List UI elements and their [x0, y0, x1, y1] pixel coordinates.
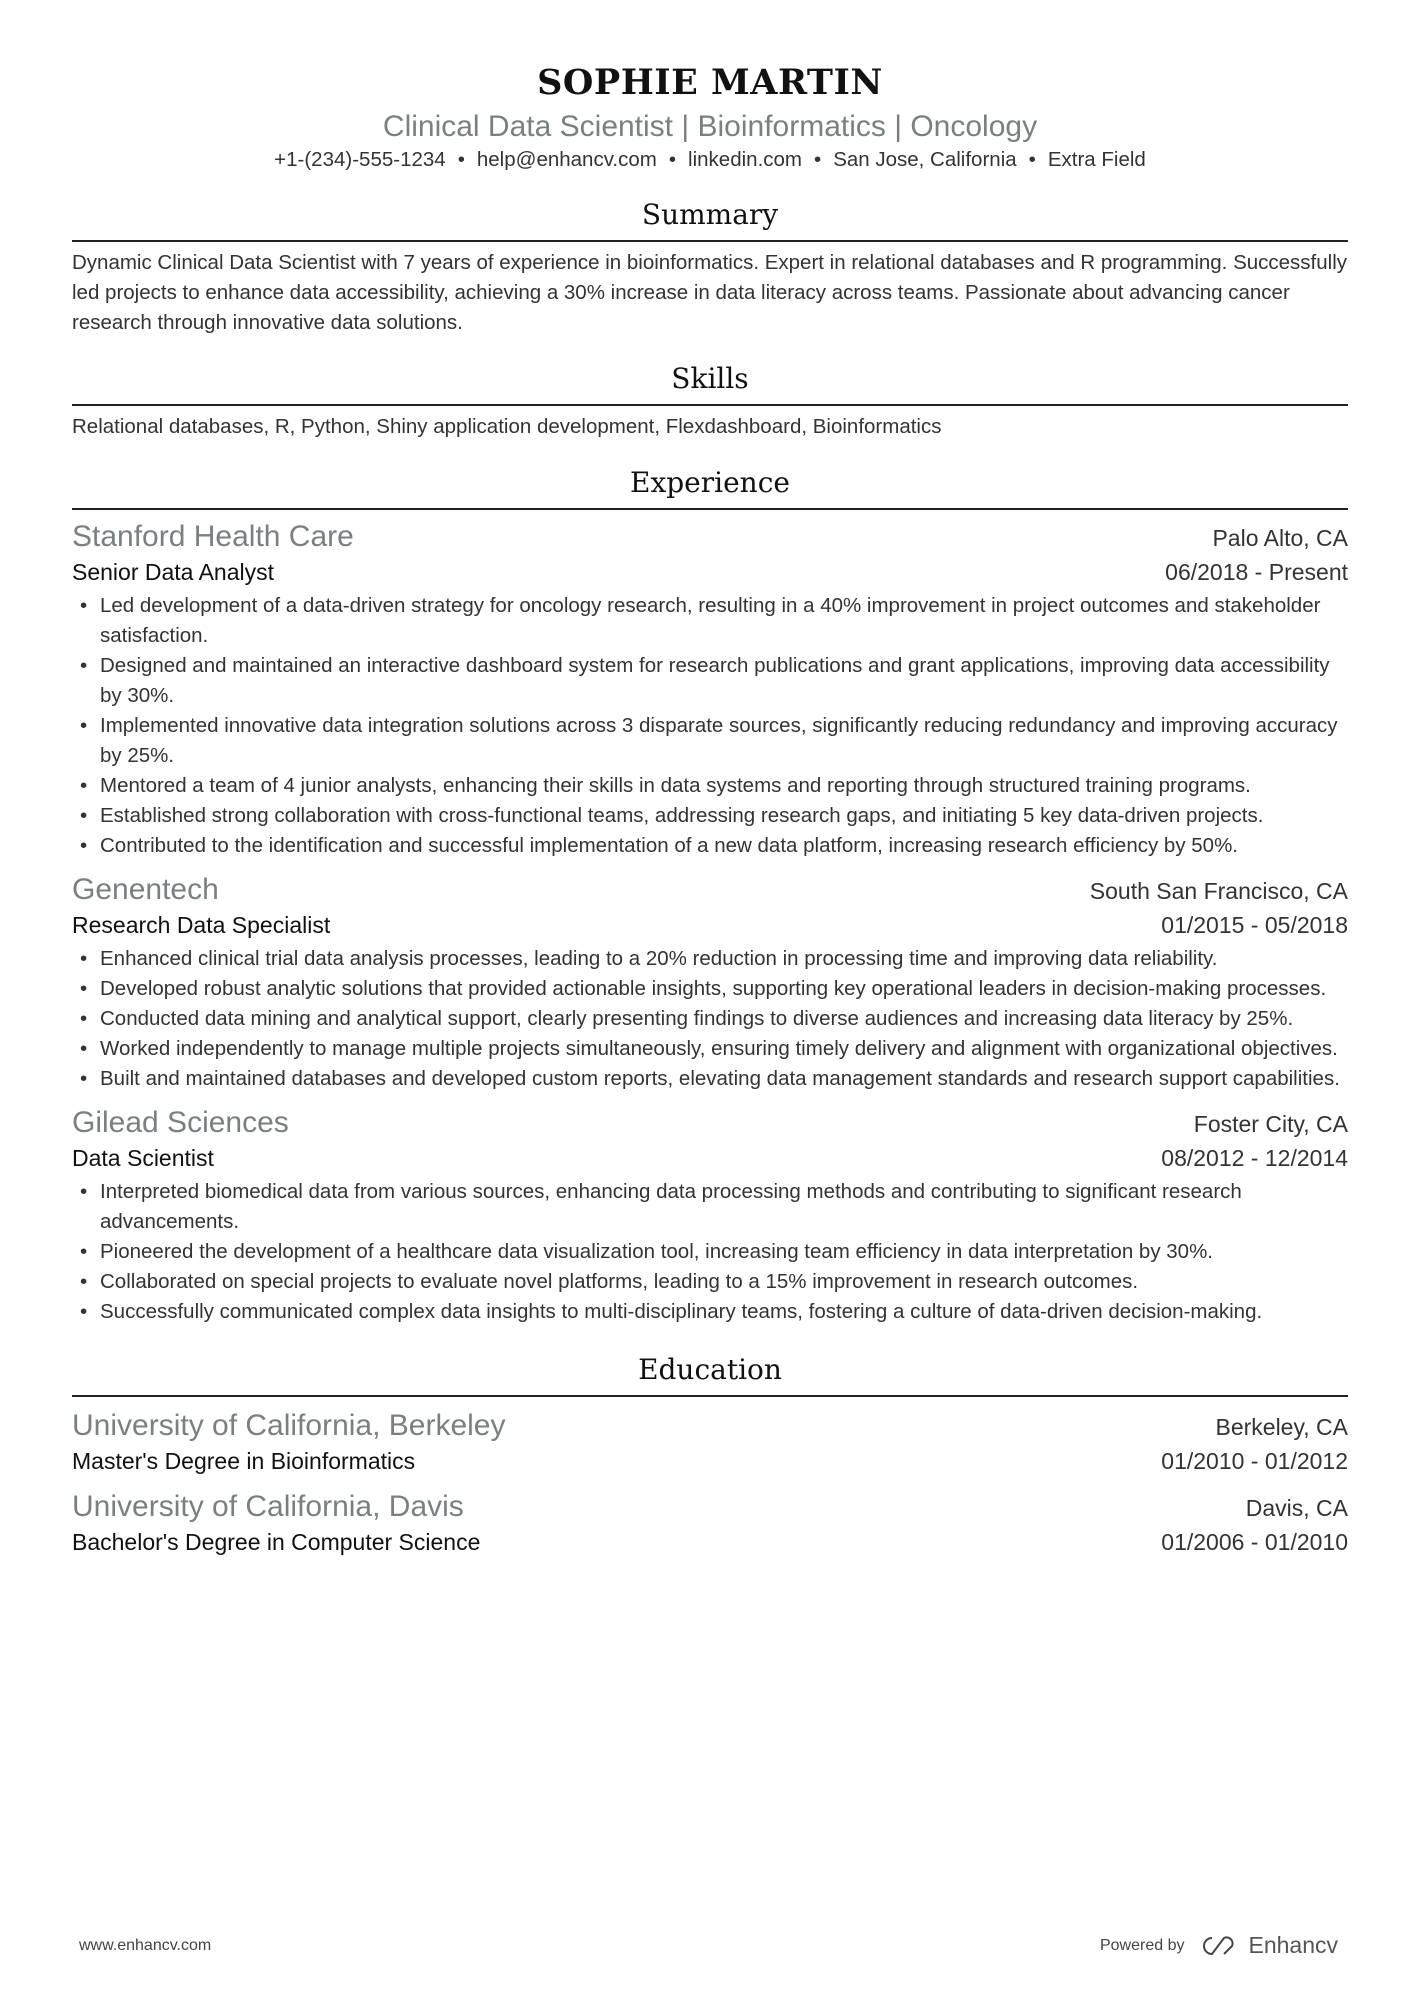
- candidate-title: Clinical Data Scientist | Bioinformatics | Oncology: [382, 110, 1038, 143]
- job-entry: [72, 871, 1348, 1094]
- job-location: Palo Alto, CA: [1212, 525, 1348, 551]
- contact-item: San Jose, California: [833, 148, 1017, 171]
- job-bullets: [72, 1177, 1348, 1327]
- education-heading: Education: [72, 1351, 1348, 1397]
- education-dates: 01/2010 - 01/2012: [1161, 1448, 1348, 1474]
- education-dates: 01/2006 - 01/2010: [1161, 1529, 1348, 1555]
- resume-page: [72, 60, 1348, 1559]
- company-name: Gilead Sciences: [72, 1106, 289, 1139]
- job-bullet: • Successfully communicated complex data insights to multi-disciplinary teams, fostering a culture of data-driven decision-making.: [72, 1297, 1348, 1327]
- job-entry: [72, 1104, 1348, 1327]
- contact-item: +1-(234)-555-1234: [274, 148, 446, 171]
- degree: Bachelor's Degree in Computer Science: [72, 1529, 481, 1555]
- separator-dot: •: [668, 148, 677, 171]
- job-entry: [72, 518, 1348, 861]
- powered-by-label: Powered by: [1099, 1936, 1185, 1954]
- job-role: Senior Data Analyst: [72, 559, 275, 585]
- job-bullet: • Designed and maintained an interactive dashboard system for research publications and grant applications, improving data accessibility by 30%.: [72, 651, 1348, 711]
- summary-heading: Summary: [72, 196, 1348, 242]
- enhancv-logo-icon: [1198, 1934, 1238, 1958]
- job-bullet: • Established strong collaboration with cross-functional teams, addressing research gaps, and initiating 5 key data-driven projects.: [72, 801, 1348, 831]
- contact-line: [72, 146, 1348, 174]
- job-dates: 08/2012 - 12/2014: [1161, 1145, 1348, 1171]
- job-bullet: • Collaborated on special projects to evaluate novel platforms, leading to a 15% improvement in research outcomes.: [72, 1267, 1348, 1297]
- job-bullet: • Implemented innovative data integration solutions across 3 disparate sources, significantly reducing redundancy and improving accuracy by 25%.: [72, 711, 1348, 771]
- candidate-name: SOPHIE MARTIN: [537, 62, 883, 103]
- company-name: Stanford Health Care: [72, 520, 354, 553]
- summary-text: Dynamic Clinical Data Scientist with 7 years of experience in bioinformatics. Expert in relational databases and R programming. Successfully led projects to enhance data accessibility, achieving a 30% increase in data literacy across teams. Passionate about advancing cancer research through innovative data solutions.: [72, 251, 1347, 334]
- job-role: Research Data Specialist: [72, 912, 331, 938]
- job-location: South San Francisco, CA: [1089, 878, 1348, 904]
- job-dates: 06/2018 - Present: [1165, 559, 1348, 585]
- experience-heading: Experience: [72, 464, 1348, 510]
- job-bullets: [72, 944, 1348, 1094]
- school-name: University of California, Davis: [72, 1490, 464, 1523]
- separator-dot: •: [814, 148, 822, 171]
- contact-item: Extra Field: [1047, 148, 1146, 171]
- job-role: Data Scientist: [72, 1145, 214, 1171]
- job-bullet: • Pioneered the development of a healthcare data visualization tool, increasing team efficiency in data interpretation by 30%.: [72, 1237, 1348, 1267]
- school-location: Davis, CA: [1245, 1495, 1348, 1521]
- enhancv-brand-text: Enhancv: [1248, 1932, 1338, 1958]
- footer: [79, 1932, 1338, 1959]
- skills-text: Relational databases, R, Python, Shiny application development, Flexdashboard, Bioinformatics: [72, 415, 942, 438]
- contact-item[interactable]: help@enhancv.com: [476, 148, 657, 171]
- job-bullets: [72, 591, 1348, 861]
- footer-website[interactable]: www.enhancv.com: [79, 1936, 212, 1954]
- school-location: Berkeley, CA: [1215, 1414, 1348, 1440]
- job-bullet: • Led development of a data-driven strategy for oncology research, resulting in a 40% improvement in project outcomes and stakeholder satisfaction.: [72, 591, 1348, 651]
- job-bullet: • Contributed to the identification and successful implementation of a new data platform, increasing research efficiency by 50%.: [72, 831, 1348, 861]
- company-name: Genentech: [72, 873, 219, 906]
- job-bullet: • Mentored a team of 4 junior analysts, enhancing their skills in data systems and reporting through structured training programs.: [72, 771, 1348, 801]
- contact-item[interactable]: linkedin.com: [688, 148, 802, 171]
- job-location: Foster City, CA: [1193, 1111, 1348, 1137]
- job-bullet: • Enhanced clinical trial data analysis processes, leading to a 20% reduction in processing time and improving data reliability.: [72, 944, 1348, 974]
- education-entry: [72, 1488, 1348, 1559]
- job-bullet: • Worked independently to manage multiple projects simultaneously, ensuring timely delivery and alignment with organizational objectives.: [72, 1034, 1348, 1064]
- experience-list: [72, 518, 1348, 1327]
- skills-heading: Skills: [72, 360, 1348, 406]
- education-list: [72, 1407, 1348, 1559]
- job-bullet: • Built and maintained databases and developed custom reports, elevating data management standards and research support capabilities.: [72, 1064, 1348, 1094]
- separator-dot: •: [457, 148, 465, 171]
- powered-by: [1100, 1932, 1338, 1959]
- education-entry: [72, 1407, 1348, 1478]
- job-dates: 01/2015 - 05/2018: [1161, 912, 1348, 938]
- job-bullet: • Developed robust analytic solutions that provided actionable insights, supporting key operational leaders in decision-making processes.: [72, 974, 1348, 1004]
- enhancv-logo: [1198, 1932, 1338, 1959]
- job-bullet: • Interpreted biomedical data from various sources, enhancing data processing methods and contributing to significant research advancements.: [72, 1177, 1348, 1237]
- job-bullet: • Conducted data mining and analytical support, clearly presenting findings to diverse audiences and increasing data literacy by 25%.: [72, 1004, 1348, 1034]
- separator-dot: •: [1028, 148, 1036, 171]
- school-name: University of California, Berkeley: [72, 1409, 506, 1442]
- degree: Master's Degree in Bioinformatics: [72, 1448, 416, 1474]
